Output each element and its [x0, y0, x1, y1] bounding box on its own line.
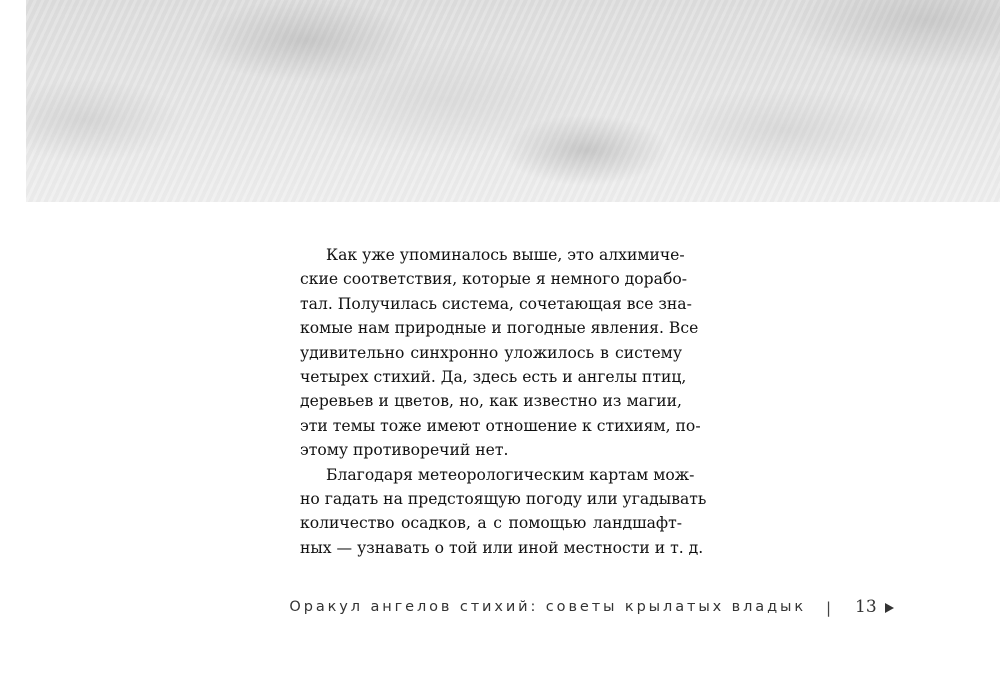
page-footer	[0, 597, 1000, 621]
paragraph-2-line: Благодаря метеорологическим картам мож-	[326, 465, 695, 484]
triangle-right-icon	[885, 603, 894, 613]
paragraph-2-line: количество осадков, а с помощью ландшафт-	[300, 514, 682, 533]
paragraph-1-line: деревьев и цветов, но, как известно из магии,	[300, 392, 682, 411]
paragraph-1-line: тал. Получилась система, сочетающая все зна-	[300, 294, 692, 313]
paragraph-1-line: четырех стихий. Да, здесь есть и ангелы птиц,	[300, 368, 687, 387]
paragraph-1-line: удивительно синхронно уложилось в систему	[300, 343, 682, 362]
paragraph-1-line: комые нам природные и погодные явления. Все	[300, 319, 699, 338]
paragraph-1-line: эти темы тоже имеют отношение к стихиям, по-	[300, 416, 701, 435]
header-texture-image	[26, 0, 1000, 202]
paragraph-1-line: этому противоречий нет.	[300, 441, 509, 460]
running-title: Оракул ангелов стихий: советы крылатых владык	[289, 599, 806, 615]
body-text	[300, 243, 707, 560]
paragraph-2-line: но гадать на предстоящую погоду или угадывать	[300, 490, 707, 509]
paragraph-2-line: ных — узнавать о той или иной местности и т. д.	[300, 538, 704, 557]
paragraph-1-line: Как уже упоминалось выше, это алхимиче-	[326, 246, 685, 264]
page-number: 13	[855, 597, 877, 617]
paragraph-1-line: ские соответствия, которые я немного дорабо-	[300, 270, 687, 289]
footer-divider: |	[826, 599, 832, 617]
